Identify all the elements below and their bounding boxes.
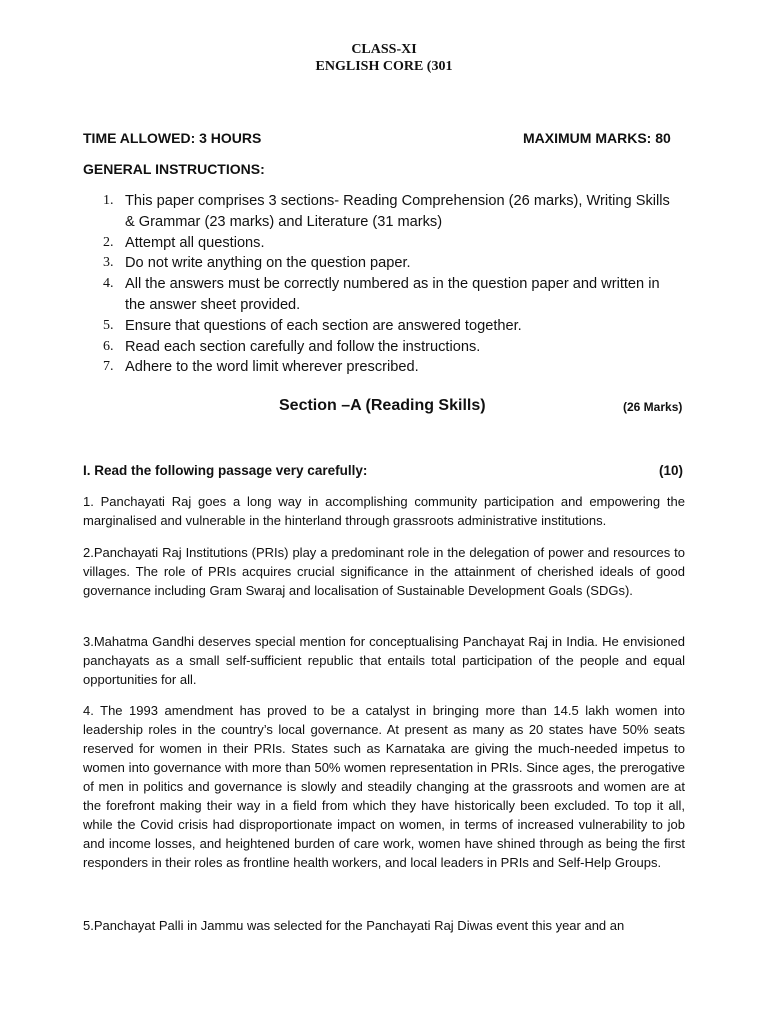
passage-paragraph: 3.Mahatma Gandhi deserves special mention for conceptualising Panchayat Raj in India. He envisioned panchayats as a small self-sufficient republic that entails total participation of the people and equal opportunities for all. [83,634,685,687]
instruction-text: Read each section carefully and follow the instructions. [125,338,481,355]
instructions-list [83,191,683,378]
instruction-text: Adhere to the word limit wherever prescribed. [125,359,419,376]
passage-paragraph: 5.Panchayat Palli in Jammu was selected for the Panchayati Raj Diwas event this year and an [83,918,625,933]
instruction-item [83,233,683,254]
instruction-number: 1. [103,193,114,208]
class-title: CLASS-XI [351,42,417,57]
general-instructions-heading: GENERAL INSTRUCTIONS: [83,161,265,177]
instruction-item [83,357,683,378]
instruction-number: 3. [103,255,114,271]
instruction-text: All the answers must be correctly numbered as in the question paper and written in the answer sheet provided. [125,276,660,313]
instruction-number: 4. [103,276,114,292]
instruction-item [83,253,683,274]
instruction-text: This paper comprises 3 sections- Reading Comprehension (26 marks), Writing Skills & Grammar (23 marks) and Literature (31 marks) [125,193,670,230]
instruction-number: 5. [103,317,114,333]
section-a-marks: (26 Marks) [623,400,683,414]
section-a-title: Section –A (Reading Skills) [279,397,486,414]
passage-paragraph: 4. The 1993 amendment has proved to be a catalyst in bringing more than 14.5 lakh women into leadership roles in the country’s local governance. At present as many as 20 states have 50% seats reserved for women in their PRIs. States such as Karnataka are giving the much-needed impetus to women into governance with more than 50% women representation in PRIs. Since ages, the prerogative of men in politics and governance is slowly and steadily changing at the grassroots and women are at the forefront making their way in a field from which they have historically been excluded. To top it all, while the Covid crisis had disproportionate impact on women, in terms of increased vulnerability to job and income losses, and heightened burden of care work, women have shined through as being the first responders in their roles as frontline health workers, and local leaders in PRIs and Self-Help Groups. [83,703,685,870]
instruction-item [83,191,683,233]
time-allowed: TIME ALLOWED: 3 HOURS [83,130,262,146]
instruction-number: 2. [103,234,114,250]
subject-title: ENGLISH CORE (301 [315,59,453,74]
instruction-item [83,337,683,358]
instruction-text: Ensure that questions of each section are answered together. [125,317,522,334]
instruction-item [83,316,683,337]
passage-paragraph: 1. Panchayati Raj goes a long way in accomplishing community participation and empowering the marginalised and vulnerable in the hinterland through grassroots administrative institutions. [83,494,685,528]
passage-paragraph: 2.Panchayati Raj Institutions (PRIs) play a predominant role in the delegation of power and resources to villages. The role of PRIs acquires crucial significance in the attainment of cherished ideals of good governance including Gram Swaraj and localisation of Sustainable Development Goals (SDGs). [83,545,685,598]
instruction-number: 7. [103,359,114,375]
instruction-text: Do not write anything on the question paper. [125,255,411,272]
maximum-marks: MAXIMUM MARKS: 80 [523,130,671,146]
question-marks: (10) [659,463,684,478]
instruction-number: 6. [103,338,114,354]
question-heading: I. Read the following passage very carefully: [83,463,368,478]
instruction-item [83,274,683,316]
instruction-text: Attempt all questions. [125,234,265,251]
